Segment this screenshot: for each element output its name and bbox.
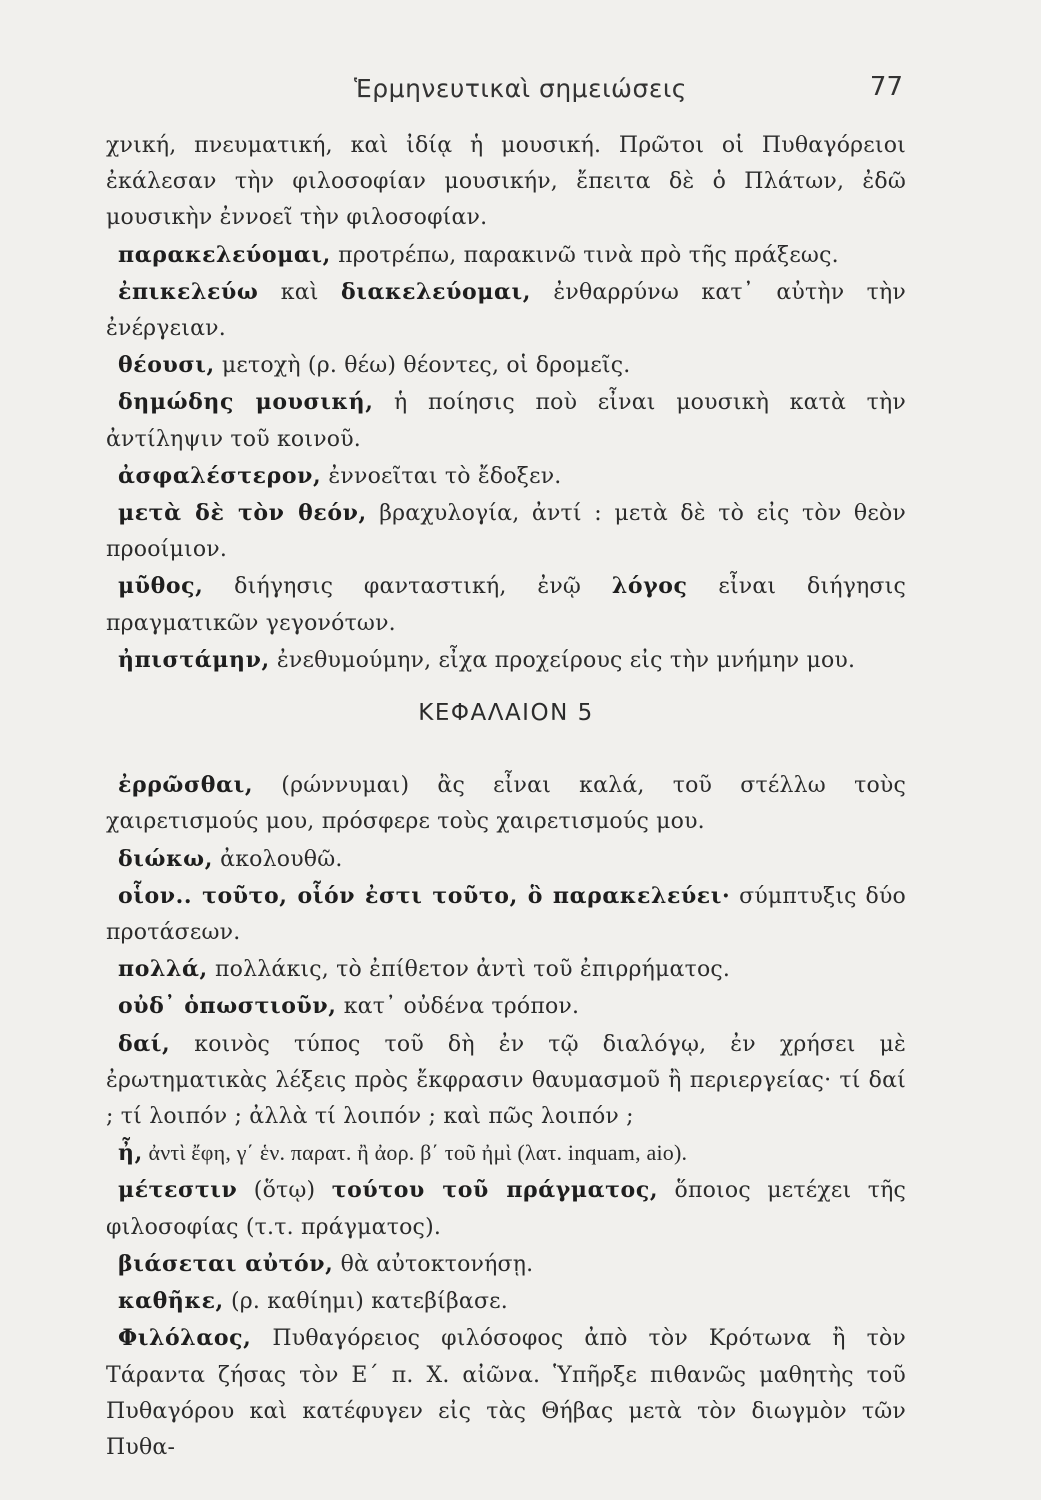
gloss-term: παρακελεύομαι, bbox=[118, 241, 331, 268]
gloss-term: ἠπιστάμην, bbox=[118, 646, 270, 673]
gloss-entry: ἠπιστάμην, ἐνεθυμούμην, εἶχα προχείρους εἰς τὴν μνήμην μου. bbox=[118, 646, 856, 673]
gloss-term: ἀσφαλέστερον, bbox=[118, 462, 322, 489]
gloss-entry: θέουσι, μετοχὴ (ρ. θέω) θέοντες, οἱ δρομεῖς. bbox=[118, 352, 631, 379]
gloss-entry: βιάσεται αὐτόν, θὰ αὐτοκτονήσῃ. bbox=[118, 1250, 534, 1277]
running-header bbox=[0, 72, 1041, 112]
gloss-term: δαί, bbox=[118, 1030, 171, 1057]
gloss-entry: δημώδης μουσική, ἡ ποίησις ποὺ εἶναι μουσικὴ κατὰ τὴν ἀντίληψιν τοῦ κοινοῦ. bbox=[106, 389, 906, 452]
gloss-entry: ἀσφαλέστερον, ἐννοεῖται τὸ ἔδοξεν. bbox=[118, 462, 562, 489]
gloss-term: Φιλόλαος, bbox=[118, 1325, 252, 1352]
gloss-entry: ἦ, ἀντὶ ἔφη, γ΄ ἑν. παρατ. ἢ ἀορ. β΄ τοῦ ἠμὶ (λατ. inquam, aio). bbox=[118, 1140, 688, 1167]
paragraph-continuation: χνική, πνευματική, καὶ ἰδίᾳ ἡ μουσική. Πρῶτοι οἱ Πυθαγόρειοι ἐκάλεσαν τὴν φιλοσοφίαν μουσικήν, ἔπειτα δὲ ὁ Πλάτων, ἐδῶ μουσικὴν ἐννοεῖ τὴν φιλοσοφίαν. bbox=[106, 133, 906, 231]
gloss-entry: μέτεστιν (ὅτῳ) τούτου τοῦ πράγματος, ὅποιος μετέχει τῆς φιλοσοφίας (τ.τ. πράγματος). bbox=[106, 1177, 906, 1240]
gloss-entry: Φιλόλαος, Πυθαγόρειος φιλόσοφος ἀπὸ τὸν Κρότωνα ἢ τὸν Τάραντα ζήσας τὸν Ε΄ π. Χ. αἰῶνα. Ὑπῆρξε πιθανῶς μαθητὴς τοῦ Πυθαγόρου καὶ κατέφυγεν εἰς τὰς Θήβας μετὰ τὸν διωγμὸν τῶν Πυθα- bbox=[106, 1325, 906, 1460]
running-title: Ἑρμηνευτικαὶ σημειώσεις bbox=[354, 74, 687, 103]
gloss-entry: καθῆκε, (ρ. καθίημι) κατεβίβασε. bbox=[118, 1288, 508, 1315]
gloss-term: οὐδ᾽ ὁπωστιοῦν, bbox=[118, 993, 337, 1020]
gloss-term: ἦ, bbox=[118, 1140, 143, 1167]
gloss-term: λόγος bbox=[611, 573, 688, 600]
gloss-term: ἐπικελεύω bbox=[118, 278, 259, 305]
gloss-term: διακελεύομαι, bbox=[341, 278, 531, 305]
gloss-term: μετὰ δὲ τὸν θεόν, bbox=[118, 500, 367, 527]
gloss-entry: οἷον.. τοῦτο, οἷόν ἐστι τοῦτο, ὃ παρακελεύει· σύμπτυξις δύο προτάσεων. bbox=[106, 882, 906, 946]
gloss-term: δημώδης μουσική, bbox=[118, 389, 374, 416]
gloss-entry: δαί, κοινὸς τύπος τοῦ δὴ ἐν τῷ διαλόγῳ, ἐν χρήσει μὲ ἐρωτηματικὰς λέξεις πρὸς ἔκφρασιν θαυμασμοῦ ἢ περιεργείας· τί δαί ; τί λοιπόν ; ἀλλὰ τί λοιπόν ; καὶ πῶς λοιπόν ; bbox=[106, 1030, 906, 1130]
gloss-term: θέουσι, bbox=[118, 352, 215, 379]
gloss-term: μῦθος, bbox=[118, 573, 204, 600]
body-text bbox=[106, 128, 906, 1466]
gloss-entry: παρακελεύομαι, προτρέπω, παρακινῶ τινὰ πρὸ τῆς πράξεως. bbox=[118, 241, 839, 268]
gloss-term: μέτεστιν bbox=[118, 1177, 238, 1204]
gloss-entry: μετὰ δὲ τὸν θεόν, βραχυλογία, ἀντί : μετὰ δὲ τὸ εἰς τὸν θεὸν προοίμιον. bbox=[106, 500, 906, 563]
chapter-heading: ΚΕΦΑΛΑΙΟΝ 5 bbox=[418, 700, 594, 727]
page-number: 77 bbox=[869, 72, 903, 102]
gloss-entry: ἐρρῶσθαι, (ρώννυμαι) ἂς εἶναι καλά, τοῦ στέλλω τοὺς χαιρετισμούς μου, πρόσφερε τοὺς χαιρετισμούς μου. bbox=[106, 772, 906, 835]
gloss-term: τούτου τοῦ πράγματος, bbox=[331, 1177, 659, 1204]
gloss-term: πολλά, bbox=[118, 956, 208, 983]
gloss-entry: ἐπικελεύω καὶ διακελεύομαι, ἐνθαρρύνω κατ᾽ αὐτὴν τὴν ἐνέργειαν. bbox=[106, 278, 906, 342]
gloss-term: οἷον.. τοῦτο, οἷόν ἐστι τοῦτο, ὃ παρακελεύει· bbox=[118, 882, 731, 909]
gloss-entry: διώκω, ἀκολουθῶ. bbox=[118, 845, 343, 872]
gloss-term: διώκω, bbox=[118, 845, 213, 872]
gloss-term: ἐρρῶσθαι, bbox=[118, 772, 254, 799]
gloss-term: βιάσεται αὐτόν, bbox=[118, 1250, 334, 1277]
gloss-entry: πολλά, πολλάκις, τὸ ἐπίθετον ἀντὶ τοῦ ἐπιρρήματος. bbox=[118, 956, 731, 983]
gloss-term: καθῆκε, bbox=[118, 1288, 224, 1315]
gloss-entry: οὐδ᾽ ὁπωστιοῦν, κατ᾽ οὐδένα τρόπον. bbox=[118, 993, 580, 1020]
gloss-entry: μῦθος, διήγησις φανταστική, ἐνῷ λόγος εἶναι διήγησις πραγματικῶν γεγονότων. bbox=[106, 573, 906, 636]
